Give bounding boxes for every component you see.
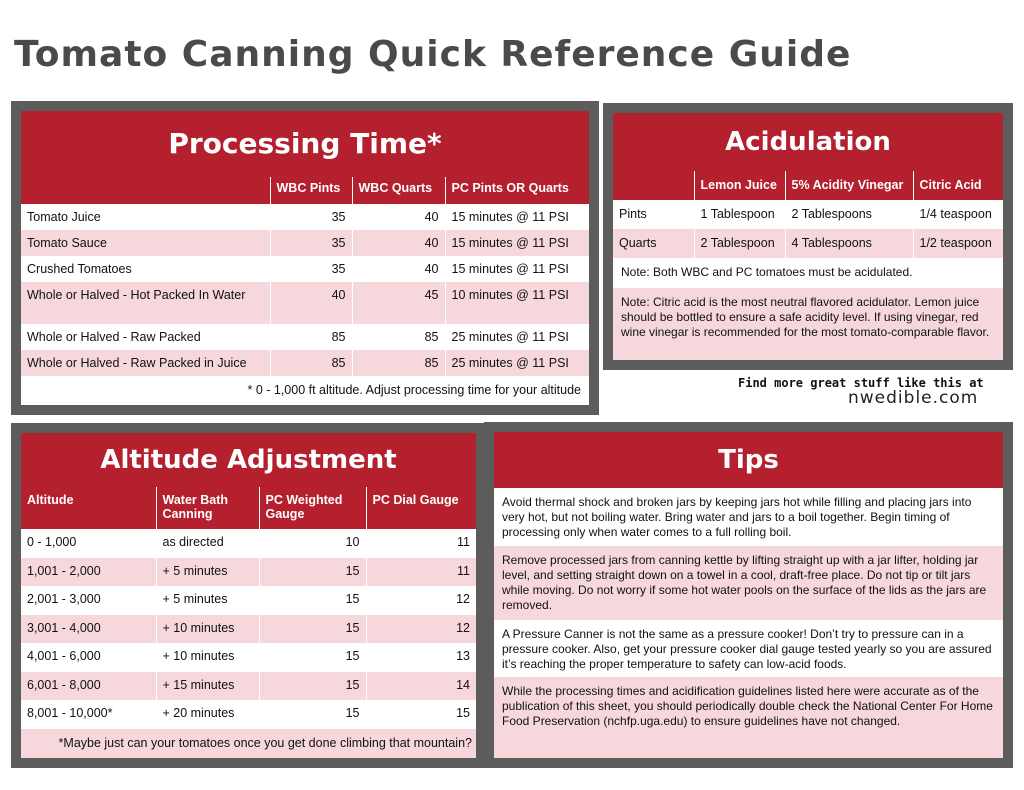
row-label: Tomato Juice: [21, 204, 270, 230]
cell-value: 2 Tablespoons: [785, 200, 913, 229]
table-row: [21, 558, 476, 587]
table-row: [21, 586, 476, 615]
cell-value: 40: [352, 204, 445, 230]
row-label: 0 - 1,000: [21, 529, 156, 558]
row-label: Whole or Halved - Raw Packed: [21, 324, 270, 350]
cell-value: 15: [259, 586, 366, 615]
row-label: 4,001 - 6,000: [21, 643, 156, 672]
cell-value: 12: [366, 586, 476, 615]
cell-value: 15: [259, 615, 366, 644]
row-label: Whole or Halved - Hot Packed In Water: [21, 282, 270, 324]
cell-value: 15: [366, 700, 476, 729]
cell-value: 35: [270, 230, 352, 256]
cell-value: 35: [270, 204, 352, 230]
cell-value: 40: [270, 282, 352, 324]
cell-value: 15: [259, 672, 366, 701]
table-row: [21, 204, 589, 230]
table-row: [21, 615, 476, 644]
page-title: Tomato Canning Quick Reference Guide: [14, 34, 852, 75]
acid-note-1: Note: Both WBC and PC tomatoes must be acidulated.: [621, 265, 913, 279]
tip-item: A Pressure Canner is not the same as a pressure cooker! Don’t try to pressure can in a pressure cooker. Also, get your pressure cooker dial gauge tested yearly so you are assured it’s reaching the proper temperature to safety can low-acid foods.: [502, 627, 992, 671]
table-row: [21, 324, 589, 350]
cell-value: 15: [259, 558, 366, 587]
cell-value: 85: [270, 324, 352, 350]
promo-site: nwedible.com: [848, 388, 979, 408]
altitude-panel: [11, 423, 486, 768]
table-row: [613, 200, 1003, 229]
cell-value: 15 minutes @ 11 PSI: [445, 204, 589, 230]
cell-value: 15: [259, 643, 366, 672]
processing-heading: Processing Time*: [21, 111, 589, 177]
cell-value: 25 minutes @ 11 PSI: [445, 324, 589, 350]
cell-value: + 5 minutes: [156, 558, 259, 587]
cell-value: 2 Tablespoon: [694, 229, 785, 258]
processing-col-wbc-quarts: WBC Quarts: [352, 177, 445, 204]
row-label: Crushed Tomatoes: [21, 256, 270, 282]
altitude-heading: Altitude Adjustment: [21, 433, 476, 487]
table-row: [21, 282, 589, 324]
altitude-table: [21, 487, 476, 729]
acid-col-vinegar: 5% Acidity Vinegar: [785, 171, 913, 200]
row-label: Whole or Halved - Raw Packed in Juice: [21, 350, 270, 376]
table-row: [21, 230, 589, 256]
altitude-col-wbc: Water Bath Canning: [156, 487, 259, 529]
cell-value: 1/4 teaspoon: [913, 200, 1003, 229]
cell-value: 25 minutes @ 11 PSI: [445, 350, 589, 376]
cell-value: as directed: [156, 529, 259, 558]
cell-value: 13: [366, 643, 476, 672]
table-row: [21, 700, 476, 729]
cell-value: 85: [270, 350, 352, 376]
tip-item: Avoid thermal shock and broken jars by keeping jars hot while filling and placing jars into very hot, but not boiling water. Bring water and jars to a boil together. Begin timing of processing only when water comes to a full rolling boil.: [502, 495, 972, 539]
cell-value: 40: [352, 230, 445, 256]
tip-item: While the processing times and acidification guidelines listed here were accurate as of the publication of this sheet, you should periodically double check the National Center For Home Food Preservation (nchfp.uga.edu) to ensure guidelines have not changed.: [494, 677, 1003, 758]
table-row: [21, 256, 589, 282]
row-label: Tomato Sauce: [21, 230, 270, 256]
acidulation-table: [613, 171, 1003, 258]
cell-value: 14: [366, 672, 476, 701]
row-label: 1,001 - 2,000: [21, 558, 156, 587]
cell-value: 40: [352, 256, 445, 282]
acid-col-blank: [613, 171, 694, 200]
cell-value: 12: [366, 615, 476, 644]
cell-value: 85: [352, 350, 445, 376]
row-label: Pints: [613, 200, 694, 229]
cell-value: 10 minutes @ 11 PSI: [445, 282, 589, 324]
table-row: [21, 643, 476, 672]
row-label: Quarts: [613, 229, 694, 258]
acid-note-2: Note: Citric acid is the most neutral flavored acidulator. Lemon juice should be bottled to ensure a safe acidity level. If using vinegar, red wine vinegar is recommended for the most tomato-comparable flavor.: [613, 288, 1003, 360]
row-label: 2,001 - 3,000: [21, 586, 156, 615]
acidulation-heading: Acidulation: [613, 113, 1003, 171]
row-label: 6,001 - 8,000: [21, 672, 156, 701]
row-label: 3,001 - 4,000: [21, 615, 156, 644]
altitude-footnote: *Maybe just can your tomatoes once you get done climbing that mountain?: [21, 729, 476, 759]
tips-panel: [484, 422, 1013, 768]
acid-col-lemon: Lemon Juice: [694, 171, 785, 200]
processing-table: [21, 177, 589, 376]
cell-value: + 15 minutes: [156, 672, 259, 701]
tip-item: Remove processed jars from canning kettle by lifting straight up with a jar lifter, holding jar level, and setting straight down on a towel in a cool, draft-free place. Do not tip or tilt jars while moving. Do not worry if some hot water pools on the surface of the lids as the jars are removed.: [494, 546, 1003, 620]
cell-value: 4 Tablespoons: [785, 229, 913, 258]
table-row: [21, 529, 476, 558]
cell-value: 15: [259, 700, 366, 729]
table-row: [613, 229, 1003, 258]
row-label: 8,001 - 10,000*: [21, 700, 156, 729]
processing-col-pc: PC Pints OR Quarts: [445, 177, 589, 204]
cell-value: + 10 minutes: [156, 615, 259, 644]
cell-value: 1/2 teaspoon: [913, 229, 1003, 258]
cell-value: 1 Tablespoon: [694, 200, 785, 229]
processing-col-wbc-pints: WBC Pints: [270, 177, 352, 204]
cell-value: 11: [366, 558, 476, 587]
promo-text: Find more great stuff like this at: [738, 376, 984, 390]
cell-value: 15 minutes @ 11 PSI: [445, 256, 589, 282]
altitude-col-dial: PC Dial Gauge: [366, 487, 476, 529]
processing-footnote: * 0 - 1,000 ft altitude. Adjust processing time for your altitude: [247, 383, 581, 397]
cell-value: + 5 minutes: [156, 586, 259, 615]
cell-value: 15 minutes @ 11 PSI: [445, 230, 589, 256]
cell-value: 35: [270, 256, 352, 282]
cell-value: 11: [366, 529, 476, 558]
altitude-col-altitude: Altitude: [21, 487, 156, 529]
cell-value: + 20 minutes: [156, 700, 259, 729]
altitude-col-weighted: PC Weighted Gauge: [259, 487, 366, 529]
table-row: [21, 350, 589, 376]
cell-value: + 10 minutes: [156, 643, 259, 672]
cell-value: 85: [352, 324, 445, 350]
processing-panel: [11, 101, 599, 415]
acid-col-citric: Citric Acid: [913, 171, 1003, 200]
acidulation-panel: [603, 103, 1013, 370]
cell-value: 45: [352, 282, 445, 324]
processing-col-blank: [21, 177, 270, 204]
tips-heading: Tips: [494, 432, 1003, 488]
table-row: [21, 672, 476, 701]
cell-value: 10: [259, 529, 366, 558]
